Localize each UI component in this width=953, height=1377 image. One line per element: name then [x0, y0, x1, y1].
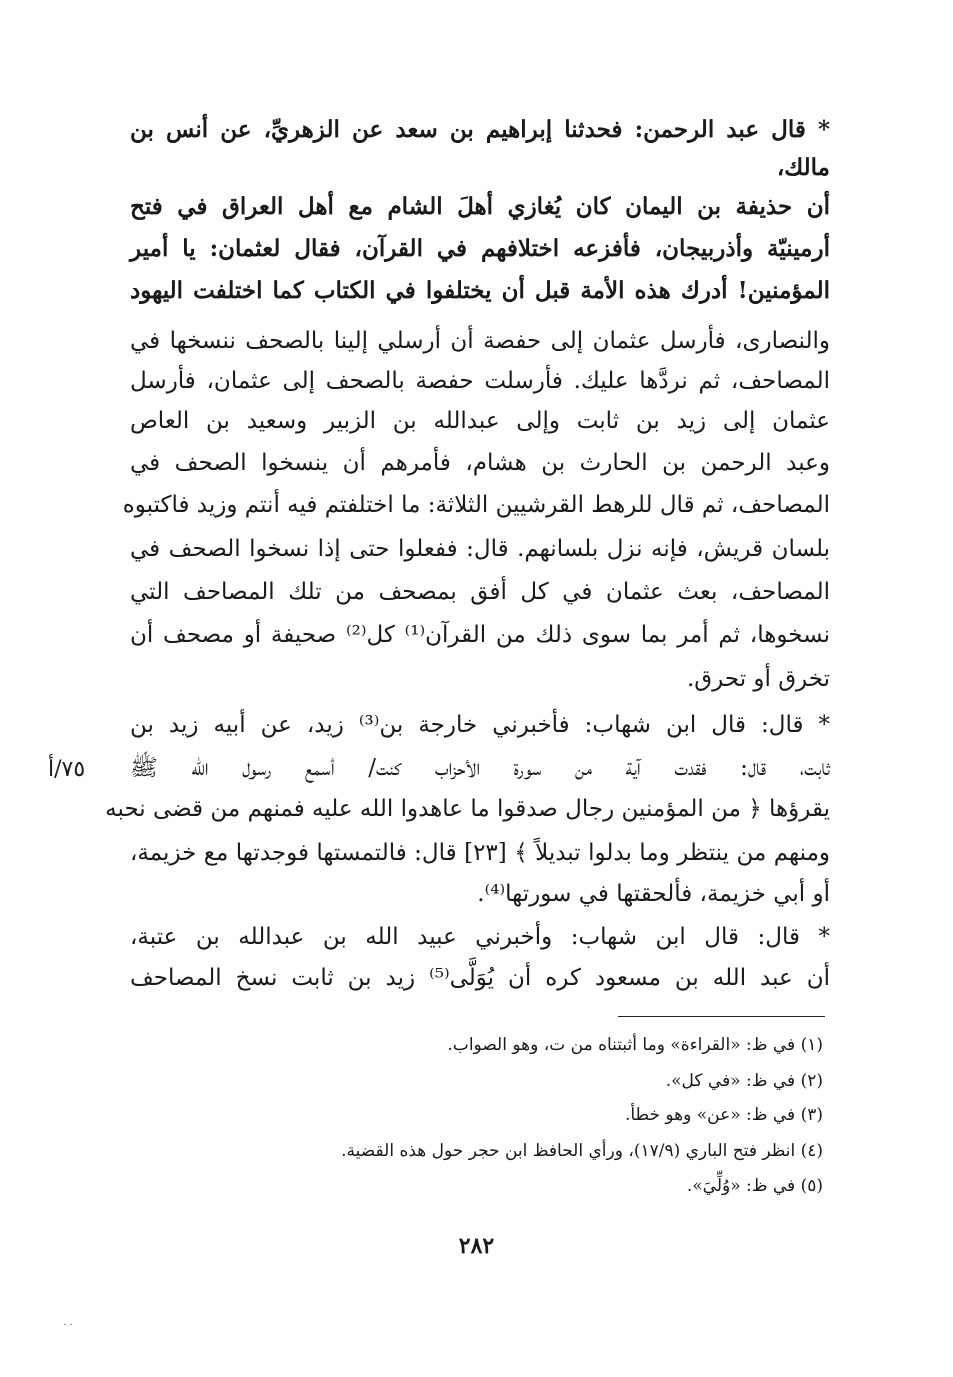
- text-line: المصاحف، ثم قال للرهط القرشيين الثلاثة: ما اختلفتم فيه أنتم وزيد فاكتبوه: [122, 492, 830, 518]
- text-line: بلسان قريش، فإنه نزل بلسانهم. قال: ففعلوا حتى إذا نسخوا الصحف في: [130, 536, 830, 562]
- footnote: (٥) في ظ: «وُلِّيَ».: [686, 1176, 823, 1196]
- text-line: * قال: قال ابن شهاب: فأخبرني خارجة بن⁽³⁾ زيد، عن أبيه زيد بن: [130, 712, 830, 738]
- text-line: أن حذيفة بن اليمان كان يُغازي أهلَ الشام مع أهل العراق في فتح: [130, 193, 830, 220]
- page-number: ٢٨٢: [458, 1233, 495, 1259]
- text-line: يقرؤها ﴿ من المؤمنين رجال صدقوا ما عاهدوا الله عليه فمنهم من قضى نحبه: [105, 796, 830, 822]
- footnote-separator: [618, 1016, 825, 1017]
- text-line: أرمينيّة وأذربيجان، فأفزعه اختلافهم في القرآن، فقال لعثمان: يا أمير: [130, 235, 830, 262]
- text-line: المؤمنين! أدرك هذه الأمة قبل أن يختلفوا في الكتاب كما اختلفت اليهود: [130, 277, 830, 304]
- text-line: عثمان إلى زيد بن ثابت وإلى عبدالله بن الزبير وسعيد بن العاص: [130, 408, 830, 434]
- text-line: أن عبد الله بن مسعود كره أن يُوَلَّى⁽⁵⁾ زيد بن ثابت نسخ المصاحف: [130, 965, 830, 991]
- text-line: * قال عبد الرحمن: فحدثنا إبراهيم بن سعد عن الزهريِّ، عن أنس بن: [130, 116, 830, 143]
- footnote: (١) في ظ: «القراءة» وما أثبتناه من ت، وهو الصواب.: [447, 1035, 823, 1055]
- scan-speck: ˙˙: [62, 1322, 74, 1336]
- text-line: ثابت، قال: فقدت آية من سورة الأحزاب كنت/ أسمع رسول الله ﷺ: [130, 755, 830, 781]
- text-line: * قال: قال ابن شهاب: وأخبرني عبيد الله بن عبدالله بن عتبة،: [130, 924, 830, 950]
- footnote: (٣) في ظ: «عن» وهو خطأ.: [624, 1105, 823, 1125]
- text-line: المصاحف، ثم نردَّها عليك. فأرسلت حفصة بالصحف إلى عثمان، فأرسل: [130, 368, 830, 394]
- text-line: نسخوها، ثم أمر بما سوى ذلك من القرآن⁽¹⁾ كل⁽²⁾ صحيفة أو مصحف أن: [130, 622, 830, 648]
- footnote: (٤) انظر فتح الباري (١٧/٩)، ورأي الحافظ ابن حجر حول هذه القضية.: [341, 1141, 823, 1161]
- text-line: أو أبي خزيمة، فألحقتها في سورتها⁽⁴⁾.: [477, 881, 830, 907]
- footnote: (٢) في ظ: «في كل».: [665, 1071, 823, 1091]
- text-line: وعبد الرحمن بن الحارث بن هشام، فأمرهم أن ينسخوا الصحف في: [130, 450, 830, 476]
- text-line: المصاحف، بعث عثمان في كل أفق بمصحف من تلك المصاحف التي: [130, 579, 830, 605]
- text-line: ومنهم من ينتظر وما بدلوا تبديلاً ﴾ [٢٣] قال: فالتمستها فوجدتها مع خزيمة،: [130, 840, 830, 866]
- text-line: مالك،: [776, 154, 830, 181]
- folio-margin-note: ٧٥/أ: [48, 757, 86, 782]
- text-line: والنصارى، فأرسل عثمان إلى حفصة أن أرسلي إلينا بالصحف ننسخها في: [130, 328, 830, 354]
- text-line: تخرق أو تحرق.: [687, 666, 830, 692]
